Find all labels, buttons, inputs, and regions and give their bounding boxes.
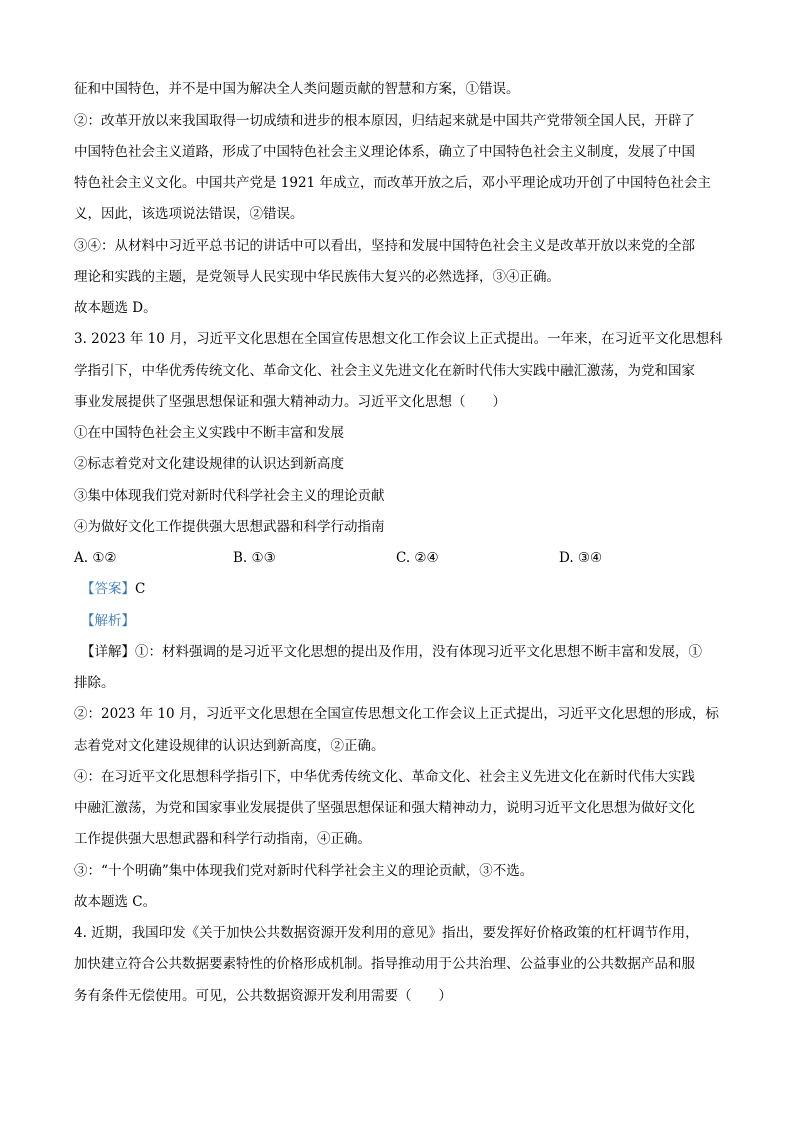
statement-2: ②标志着党对文化建设规律的认识达到新高度: [74, 456, 344, 472]
option-a: A. ①②: [74, 550, 117, 566]
question-4-stem: 4. 近期，我国印发《关于加快公共数据资源开发利用的意见》指出，要发挥好价格政策的杠杆调节作用，: [74, 925, 699, 941]
conclusion-line: 故本题选 C。: [74, 894, 157, 910]
question-3-stem: 学指引下，中华优秀传统文化、革命文化、社会主义先进文化在新时代伟大实践中融汇激荡，为党和国家: [74, 363, 695, 379]
detail-line: [81, 644, 702, 660]
question-4-stem: 加快建立符合公共数据要素特性的价格形成机制。指导推动用于公共治理、公益事业的公共数据产品和服: [74, 956, 695, 972]
detail-tag: 【详解】: [81, 644, 135, 660]
statement-3: ③集中体现我们党对新时代科学社会主义的理论贡献: [74, 488, 385, 504]
analysis-tag-label: 【解析】: [81, 613, 135, 629]
detail-line: 志着党对文化建设规律的认识达到新高度，②正确。: [74, 738, 385, 754]
detail-line: ②：2023 年 10 月，习近平文化思想在全国宣传思想文化工作会议上正式提出，习近平文化思想的形成，标: [74, 706, 719, 722]
detail-line: ③：“十个明确”集中体现我们党对新时代科学社会主义的理论贡献，③不选。: [74, 863, 534, 879]
option-d: D. ③④: [559, 550, 603, 566]
text-line: 中国特色社会主义道路，形成了中国特色社会主义理论体系，确立了中国特色社会主义制度，发展了中国: [74, 144, 695, 160]
answer-value: C: [135, 581, 146, 597]
statement-1: ①在中国特色社会主义实践中不断丰富和发展: [74, 425, 344, 441]
detail-text: ①：材料强调的是习近平文化思想的提出及作用，没有体现习近平文化思想不断丰富和发展，①: [135, 644, 702, 660]
text-line: ②：改革开放以来我国取得一切成绩和进步的根本原因，归结起来就是中国共产党带领全国人民，开辟了: [74, 113, 695, 129]
detail-line: 工作提供强大思想武器和科学行动指南，④正确。: [74, 831, 371, 847]
option-c: C. ②④: [396, 550, 439, 566]
text-line: 特色社会主义文化。中国共产党是 1921 年成立，而改革开放之后，邓小平理论成功开创了中国特色社会主: [74, 175, 711, 191]
text-line: 征和中国特色，并不是中国为解决全人类问题贡献的智慧和方案，①错误。: [74, 81, 520, 97]
option-b: B. ①③: [233, 550, 276, 566]
detail-line: 中融汇激荡，为党和国家事业发展提供了坚强思想保证和强大精神动力，说明习近平文化思想为做好文化: [74, 800, 695, 816]
analysis-tag: [81, 613, 135, 629]
question-3-stem: 事业发展提供了坚强思想保证和强大精神动力。习近平文化思想（ ）: [74, 394, 506, 410]
detail-line: ④：在习近平文化思想科学指引下，中华优秀传统文化、革命文化、社会主义先进文化在新时代伟大实践: [74, 769, 695, 785]
answer-line: [81, 581, 145, 597]
conclusion-line: 故本题选 D。: [74, 300, 157, 316]
statement-4: ④为做好文化工作提供强大思想武器和科学行动指南: [74, 519, 385, 535]
text-line: ③④：从材料中习近平总书记的讲话中可以看出，坚持和发展中国特色社会主义是改革开放以来党的全部: [74, 238, 695, 254]
question-3-stem: 3. 2023 年 10 月，习近平文化思想在全国宣传思想文化工作会议上正式提出。一年来，在习近平文化思想科: [74, 331, 723, 347]
detail-line: 排除。: [74, 675, 115, 691]
text-line: 理论和实践的主题，是党领导人民实现中华民族伟大复兴的必然选择，③④正确。: [74, 269, 560, 285]
answer-tag: 【答案】: [81, 581, 135, 597]
text-line: 义，因此，该选项说法错误，②错误。: [74, 206, 304, 222]
question-4-stem: 务有条件无偿使用。可见，公共数据资源开发利用需要（ ）: [74, 988, 452, 1004]
